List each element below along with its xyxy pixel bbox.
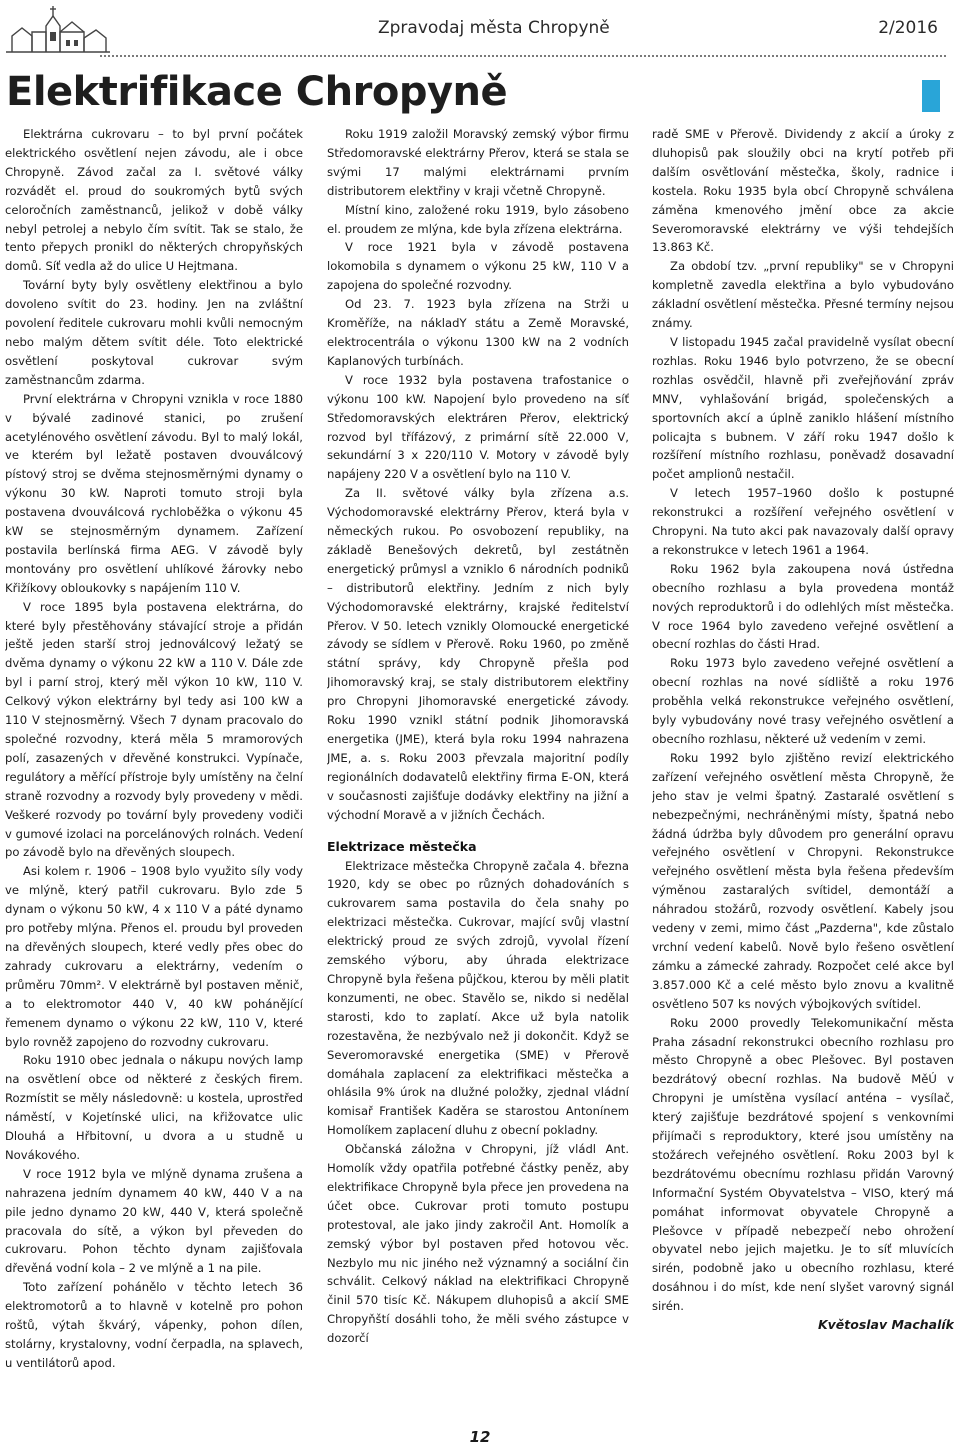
paragraph: Tovární byty byly osvětleny elektřinou a bylo dovoleno svítit do 23. hodiny. Jen na zvláštní povolení ředitele cukrovaru mohli kvůli nemocným nebo malým dětem svítit déle. Toto elektrické osvětlení poskytoval cukrovar svým zaměstnancům zdarma. — [5, 278, 303, 387]
paragraph: Roku 1919 založil Moravský zemský výbor firmu Středomoravské elektrárny Přerov, která se stala se svými 17 malými elektrárnami prvním distributorem elektřiny v kraji včetně Chropyně. — [327, 127, 629, 198]
paragraph: V roce 1921 byla v závodě postavena lokomobila s dynamem o výkonu 25 kW, 110 V a zapojena do společné rozvodny. — [327, 240, 629, 293]
paragraph: Za období tzv. „první republiky" se v Chropyni kompletně zavedla elektřina a bylo vybudováno základní osvětlení městečka. Přesné termíny nejsou známy. — [652, 259, 954, 331]
paragraph: Místní kino, založené roku 1919, bylo zásobeno el. proudem ze mlýna, kde byla zřízena elektrárna. — [327, 202, 629, 236]
paragraph: Toto zařízení pohánělo v těchto letech 36 elektromotorů a to hlavně v kotelně pro pohon roštů, výtah škvárý, vápenky, pohon dílen, stolárny, krystalovny, vodní čerpadla, na splavech, u ventilátorů apod. — [5, 1280, 303, 1370]
paragraph: Od 23. 7. 1923 byla zřízena na Strži u Kroměříže, na nákladY státu a Země Moravské, elektrocentrála o výkonu 1300 kW na 2 vodních Kaplanových turbínách. — [327, 297, 629, 368]
article-column-3 — [652, 125, 954, 1425]
paragraph: Za II. světové války byla zřízena a.s. Východomoravské elektrárny Přerov, která byla v německých rukou. Po osvobození republiky, na základě Benešových dekretů, byl zestátněn energetický průmysl a vzniklo 6 národních podniků – distributorů elektřiny. Jedním z nich byly Východomoravské elektrárny, krajské ředitelství Přerov. V 50. letech vznikly Olomoucké energetické závody se sídlem v Přerově. Roku 1960, po změně státní správy, kdy Chropyně přešla pod Jihomoravský kraj, se staly distributorem elektřiny pro Chropyni Jihomoravské energetické závody. Roku 1990 vznikl státní podnik Jihomoravská energetika (JME), která byla roku 1994 nahrazena JME, a. s. Roku 2003 převzala majoritní podíly regionálních dodavatelů elektřiny firma E-ON, která v současnosti zajišťuje dodávky elektřiny na jižní a východní Moravě a v jižních Čechách. — [327, 486, 629, 822]
article-column-2 — [327, 125, 629, 1425]
issue-number: 2/2016 — [878, 18, 938, 38]
paragraph: radě SME v Přerově. Dividendy z akcií a úroky z dluhopisů pak sloužily obci na krytí potřeb při dalším osvětlování městečka, školy, radnice i kostela. Roku 1935 byla obcí Chropyně schválena záměna kmenového jmění obce za akcie Severomoravské elektrárny ve výši tehdejších 13.863 Kč. — [652, 127, 954, 255]
paragraph: Roku 2000 provedly Telekomunikační města Praha zásadní rekonstrukci obecního rozhlasu pro město Chropyně a obec Plešovec. Byl postaven bezdrátový obecní rozhlas. Na budově MěÚ v Chropyni je umístěna vysílací anténa – vysílač, který zajišťuje bezdrátové spojení s venkovními přijímači s reproduktory, které jsou umístěny na stožárech veřejného osvětlení. Roku 2003 byl k bezdrátovému obecnímu rozhlasu přidán Varovný Informační Systém Obyvatelstva – VISO, který má pomáhat informovat obyvatele Chropyně a Plešovce v případě nebezpečí nebo ohrožení obyvatel nebo jejich majetku. Je to síť mluvících sirén, podobně jako u obecního rozhlasu, které dosáhnou i do míst, kde není slyšet varovný signál sirén. — [652, 1015, 954, 1314]
title-accent-bar — [922, 80, 940, 112]
page-number: 12 — [469, 1428, 491, 1446]
author-signature: Květoslav Machalík — [817, 1317, 954, 1333]
paragraph: Roku 1992 bylo zjištěno revizí elektrického zařízení veřejného osvětlení města Chropyně, že jeho stav je velmi špatný. Zastaralé osvětlení s nebezpečnými, nechráněnými místy, špatná nebo žádná údržba byly důvodem pro generální opravu veřejného osvětlení v Chropyni. Rekonstrukce veřejného osvětlení města byla řešena především výměnou zastaralých svítidel, demontáží a náhradou stožárů, rozvody osvětlení. Kabely jsou vedeny v zemi, mimo část „Pazderna", kde zůstalo vrchní vedení kabelů. Nově bylo řešeno osvětlení zámku a zámecké zahrady. Rozpočet celé akce byl 3.857.000 Kč a celé město bylo znovu a kvalitně osvětleno 507 ks nových výbojkových svítidel. — [652, 750, 954, 1011]
paragraph: První elektrárna v Chropyni vznikla v roce 1880 v bývalé zadinové stanici, po zrušení acetylénového osvětlení závodu. Byl to malý lokál, ve kterém byl ležatě postaven dvouválcový pístový stroj se dvěma stejnosměrnými dynamy o výkonu 30 kW. Naproti tomuto stroji byla postavena dvouválcová rychloběžka o výkonu 45 kW se stejnosměrným dynamem. Zařízení postavila berlínská firma AEG. V závodě byly montovány pro osvětlení uhlíkové žárovky nebo Křižíkovy obloukovky s napájením 110 V. — [5, 391, 303, 595]
publication-title: Zpravodaj města Chropyně — [378, 18, 610, 38]
paragraph: V listopadu 1945 začal pravidelně vysílat obecní rozhlas. Roku 1946 bylo potvrzeno, že se obecní rozhlas osvědčil, hlavně při zveřejňování zpráv MNV, vyhlašování brigád, společenských a sportovních akcí a úplně zaniklo hlášení místního policajta s bubnem. V září roku 1947 došlo k rozšíření místního rozhlasu, poněvadž dosavadní počet amplionů nestačil. — [652, 334, 954, 482]
paragraph: V letech 1957–1960 došlo k postupné rekonstrukci a rozšíření veřejného osvětlení v Chropyni. Na tuto akci pak navazovaly další opravy a rekonstrukce v letech 1961 a 1964. — [652, 486, 954, 557]
paragraph: Občanská záložna v Chropyni, jíž vládl Ant. Homolík vždy opatřila potřebné částky peněz, aby elektrifikace Chropyně byla přece jen provedena na účet obce. Cukrovar proti tomuto postupu protestoval, ale jako jindy zakročil Ant. Homolík a zemský výbor byl postaven před hotovou věc. Nezbylo mu nic jiného než významný a sociální čin schválit. Celkový náklad na elektrifikaci Chropyně činil 570 tisíc Kč. Nákupem dluhopisů a akcií SME Chropyňští dosáhli toho, že měli svého zástupce v dozorčí — [327, 1142, 629, 1346]
paragraph: V roce 1895 byla postavena elektrárna, do které byly přestěhovány stávající stroje a přidán ještě jeden starší stroj jednoválcový ležatý se dvěma dynamy o výkonu 22 kW a 110 V. Dále zde byl i parní stroj, který měl výkon 10 kW, 110 V. Celkový výkon elektrárny byl tedy asi 100 kW a 110 V stejnosměrný. Všech 7 dynam pracovalo do společné rozvodny, která měla 5 mramorových polí, zasazených v dřevěné konstrukci. Vypínače, regulátory a měřící přístroje byly umístěny na čelní straně rozvodny a rozvody byly provedeny v mědi. Veškeré rozvody po tovární byly provedeny vodiči v gumové izolaci na porcelánových rolnách. Vedení po závodě bylo na dřevěných sloupech. — [5, 599, 303, 860]
article-column-1 — [5, 125, 303, 1425]
paragraph: Roku 1973 bylo zavedeno veřejné osvětlení a obecní rozhlas na nové sídliště a roku 1976 proběhla velká rekonstrukce veřejného osvětlení, byly vybudovány nové trasy veřejného osvětlení a obecního rozhlasu, některé už vedením v zemi. — [652, 656, 954, 746]
paragraph: Elektrárna cukrovaru – to byl první počátek elektrického osvětlení nejen závodu, ale i obce Chropyně. Závod začal za I. světové války rozvádět el. proud do soukromých bytů svých celoročních zaměstnanců, jelikož v době války nebyl petrolej a nebylo čím svítit. Tak se stalo, že tento přepych pronikl do některých chropyňských domů. Síť vedla až do ulice U Hejtmana. — [5, 127, 303, 274]
paragraph: Roku 1962 byla zakoupena nová ústředna obecního rozhlasu a byla provedena montáž nových reproduktorů i do odlehlých míst městečka. V roce 1964 bylo zavedeno veřejné osvětlení a obecní rozhlas do části Hrad. — [652, 561, 954, 652]
header-divider — [100, 55, 946, 57]
paragraph: V roce 1912 byla ve mlýně dynama zrušena a nahrazena jedním dynamem 40 kW, 440 V a na pile jedno dynamo 20 kW, 440 V, která společně pracovala do sítě, a výkon byl převeden do cukrovaru. Pohon těchto dynam zajišťovala dřevěná vodní kola – 2 ve mlýně a 1 na pile. — [5, 1166, 303, 1276]
chropyne-town-logo-icon — [6, 2, 110, 54]
section-heading: Elektrizace městečka — [327, 838, 477, 854]
article-title: Elektrifikace Chropyně — [6, 69, 508, 115]
paragraph: Elektrizace městečka Chropyně začala 4. března 1920, kdy se obec po různých dohadováních s cukrovarem sama postavila do čela snahy po elektrizaci městečka. Cukrovar, mající svůj vlastní elektrický proud ze svých zdrojů, vyvolal řízení zemského výboru, aby úhrada elektrizace Chropyně byla řešena půjčkou, kterou by měli platit konzumenti, ne obec. Stavělo se, nikdo si nedělal starosti, kdo to zaplatí. Akce už byla natolik rozestavěna, že nezbývalo než ji dokončit. Když se Severomoravské energetika (SME) v Přerově domáhala zaplacení za elektrifikaci městečka a ohlásila 9% úrok na dlužné položky, zjednal vládní komisař František Kaděra se starostou Antonínem Homolíkem zaplacení dluhu z obecní pokladny. — [327, 858, 629, 1138]
paragraph: Roku 1910 obec jednala o nákupu nových lamp na osvětlení obce od některé z českých firem. Rozmístit se měly následovně: u kostela, uprostřed náměstí, v Kojetínské ulici, na křižovatce ulic Dlouhá a Hřbitovní, u dvora a u studně u Novákového. — [5, 1053, 303, 1162]
page-header — [0, 0, 960, 66]
paragraph: Asi kolem r. 1906 – 1908 bylo využito síly vody ve mlýně, který patřil cukrovaru. Bylo zde 5 dynam o výkonu 50 kW, 4 x 110 V a páté dynamo pro potřeby mlýna. Přenos el. proudu byl proveden na dřevěných sloupech, které vedly přes obec do zahrady cukrovaru a elektrárny, vedením o průměru 70mm². V elektrárně byl postaven měnič, a to elektromotor 440 V, 40 kW pohánějící řemenem dynamo o výkonu 22 kW, 110 V, které bylo rovněž zapojeno do rozvodny cukrovaru. — [5, 864, 303, 1049]
paragraph: V roce 1932 byla postavena trafostanice o výkonu 100 kW. Napojení bylo provedeno na síť Středomoravských elektráren Přerov, elektrický rozvod byl třífázový, z primární sítě 22.000 V, sekundární 3 x 220/110 V. Motory v závodě byly napájeny 220 V a osvětlení bylo na 110 V. — [327, 372, 629, 482]
